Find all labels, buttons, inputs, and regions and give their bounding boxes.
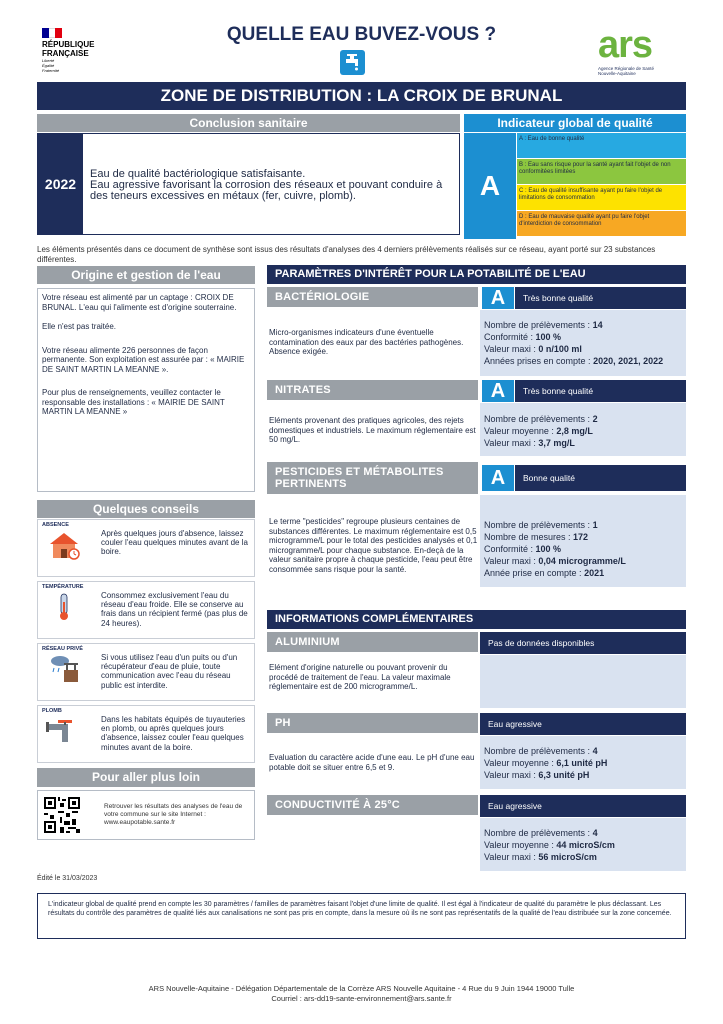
stat-value: 2020, 2021, 2022 [593, 356, 664, 366]
qr-code-icon [42, 795, 82, 835]
stat-row [484, 519, 682, 531]
param-bacteriologie-desc: Micro-organismes indicateurs d'une éventuelle contamination des eaux par des bactéries pathogènes. Absence exigée. [269, 328, 464, 356]
stat-row [484, 531, 682, 543]
param-nitrates-desc: Eléments provenant des pratiques agricoles, des rejets domestiques et industriels. Le maximum réglementaire est 50 mg/L. [269, 416, 476, 444]
stat-value: 0,04 microgramme/L [538, 556, 626, 566]
stat-label: Nombre de prélèvements : [484, 828, 593, 838]
further-box [37, 790, 255, 840]
advice-item [37, 705, 255, 763]
rain-well-icon [40, 646, 92, 698]
quality-box [464, 133, 686, 239]
stat-row [484, 355, 682, 367]
param-bacteriologie-stats [480, 310, 686, 376]
stat-row [484, 543, 682, 555]
param-bacteriologie-quality: Très bonne qualité [515, 287, 686, 309]
param-pesticides-grade: A [482, 465, 514, 491]
stat-row [484, 331, 682, 343]
stat-label: Valeur maxi : [484, 556, 539, 566]
stat-label: Valeur maxi : [484, 852, 539, 862]
stat-row [484, 827, 682, 839]
info-ph-title: PH [267, 713, 478, 733]
param-pesticides-quality: Bonne qualité [515, 465, 686, 491]
conclusion-text2: Eau agressive favorisant la corrosion des réseaux et pouvant conduire à des teneurs excessives en métaux (fer, cuivre, plomb). [90, 179, 443, 202]
zone-title: ZONE DE DISTRIBUTION : LA CROIX DE BRUNAL [37, 82, 686, 110]
rf-motto: Liberté Égalité Fraternité [42, 58, 60, 73]
param-bacteriologie-grade: A [482, 287, 514, 309]
params-header: PARAMÈTRES D'INTÉRÊT POUR LA POTABILITÉ DE L'EAU [267, 265, 686, 284]
advice-header: Quelques conseils [37, 500, 255, 518]
advice-item [37, 643, 255, 701]
conclusion-text1: Eau de qualité bactériologique satisfaisante. [90, 168, 306, 180]
advice-text: Consommez exclusivement l'eau du réseau d'eau froide. Elle se conserve au frais dans un récipient fermé (pas plus de 24 heures). [101, 591, 248, 628]
info-ph-desc: Evaluation du caractère acide d'une eau. Le pH d'une eau potable doit se situer entre 6,5 et 9. [269, 753, 475, 772]
conclusion-year: 2022 [38, 134, 83, 234]
stat-label: Conformité : [484, 332, 536, 342]
ars-sub2: Nouvelle-Aquitaine [598, 71, 636, 76]
info-ph-status: Eau agressive [480, 713, 686, 735]
origin-p3: Votre réseau alimente 226 personnes de façon permanente. Son exploitation est assurée par : « MAIRIE DE SAINT MARTIN LA MEANNE ». [42, 345, 245, 374]
stat-row [484, 839, 682, 851]
stat-value: 0 n/100 ml [538, 344, 582, 354]
origin-box [37, 288, 255, 492]
info-conductivite-status: Eau agressive [480, 795, 686, 817]
rf-line1: RÉPUBLIQUE [42, 40, 95, 49]
house-clock-icon [40, 522, 92, 574]
param-pesticides-desc: Le terme "pesticides" regroupe plusieurs centaines de substances différentes. Le maximum réglementaire est 0,5 microgramme/L pour le total des pesticides analysés et 0,1 microgramme/L pour chaque substance. En-deçà de la valeur sanitaire propre à chaque pesticide, l'eau peut être consommée sans risque pour la santé. [269, 517, 478, 574]
info-conductivite-title: CONDUCTIVITÉ À 25°C [267, 795, 478, 815]
advice-label: PLOMB [42, 708, 62, 714]
stat-value: 2,8 mg/L [556, 426, 593, 436]
stat-row [484, 745, 682, 757]
thermometer-icon [40, 584, 92, 636]
page-title: QUELLE EAU BUVEZ-VOUS ? [226, 24, 497, 45]
advice-label: ABSENCE [42, 522, 69, 528]
stat-row [484, 413, 682, 425]
origin-header: Origine et gestion de l'eau [37, 266, 255, 284]
stat-value: 2 [592, 414, 598, 424]
stat-row [484, 319, 682, 331]
note-text: L'indicateur global de qualité prend en compte les 30 paramètres / familles de paramètres faisant l'objet d'une limite de qualité. Il est égal à l'indicateur de qualité du paramètre le plus déclassant. Les résultats du contrôle des paramètres de qualité liés aux canalisations ne sont pas pris en compte, dans la mesure où ils ne sont pas représentatifs de la qualité de l'eau distribuée sur la zone concernée. [48, 901, 672, 917]
stat-label: Valeur maxi : [484, 344, 539, 354]
advice-label: RÉSEAU PRIVÉ [42, 646, 83, 652]
stat-value: 100 % [535, 544, 562, 554]
footer-line2: Courriel : ars-dd19-sante-environnement@ars.sante.fr [271, 994, 452, 1003]
note-box [37, 893, 686, 939]
water-tap-icon [340, 50, 365, 75]
param-nitrates-title: NITRATES [267, 380, 478, 400]
info-ph-stats [480, 736, 686, 789]
info-aluminium-title: ALUMINIUM [267, 632, 478, 652]
stat-label: Nombre de mesures : [484, 532, 574, 542]
stat-label: Nombre de prélèvements : [484, 520, 593, 530]
param-nitrates-quality: Très bonne qualité [515, 380, 686, 402]
stat-value: 3,7 mg/L [538, 438, 575, 448]
stat-value: 4 [592, 828, 598, 838]
quality-level-d: D : Eau de mauvaise qualité ayant pu faire l'objet d'interdiction de consommation [517, 211, 686, 236]
stat-value: 6,1 unité pH [556, 758, 608, 768]
quality-level-a: A : Eau de bonne qualité [517, 133, 686, 158]
quality-grade: A [464, 133, 516, 239]
advice-item [37, 581, 255, 639]
stat-row [484, 425, 682, 437]
advice-text: Après quelques jours d'absence, laissez couler l'eau quelques minutes avant de la boire. [101, 529, 248, 557]
stat-row [484, 851, 682, 863]
advice-text: Si vous utilisez l'eau d'un puits ou d'un récupérateur d'eau de pluie, toute communication avec l'eau du réseau public est interdite. [101, 653, 238, 690]
stat-label: Nombre de prélèvements : [484, 746, 593, 756]
advice-label: TEMPÉRATURE [42, 584, 84, 590]
quality-level-b: B : Eau sans risque pour la santé ayant fait l'objet de non conformitées limitées [517, 159, 686, 184]
ars-logo-text: ars [598, 24, 653, 66]
advice-list [37, 519, 255, 767]
advice-text: Dans les habitats équipés de tuyauteries en plomb, ou après quelques jours d'absence, laissez couler l'eau quelques minutes avant de la boire. [101, 715, 246, 752]
stat-row [484, 757, 682, 769]
stat-value: 14 [592, 320, 603, 330]
origin-p2: Elle n'est pas traitée. [42, 322, 117, 331]
stat-row [484, 437, 682, 449]
stat-value: 56 microS/cm [538, 852, 597, 862]
ars-sub1: Agence Régionale de Santé [598, 66, 655, 71]
info-aluminium-stats [480, 655, 686, 708]
conclusion-header: Conclusion sanitaire [37, 114, 460, 132]
param-nitrates-stats [480, 403, 686, 456]
stat-label: Nombre de prélèvements : [484, 320, 593, 330]
stat-value: 44 microS/cm [556, 840, 615, 850]
edited-date: Édité le 31/03/2023 [37, 875, 98, 882]
ars-logo [598, 26, 688, 76]
stat-label: Nombre de prélèvements : [484, 414, 593, 424]
param-pesticides-title: PESTICIDES ET MÉTABOLITES PERTINENTS [267, 462, 478, 494]
origin-p4: Pour plus de renseignements, veuillez contacter le responsable des installations : « MAIRIE DE SAINT MARTIN LA MEANNE » [42, 388, 225, 416]
stat-row [484, 769, 682, 781]
param-bacteriologie-title: BACTÉRIOLOGIE [267, 287, 478, 307]
stat-label: Valeur maxi : [484, 438, 539, 448]
stat-label: Valeur maxi : [484, 770, 539, 780]
advice-item [37, 519, 255, 577]
stat-value: 6,3 unité pH [538, 770, 590, 780]
origin-p1: Votre réseau est alimenté par un captage : CROIX DE BRUNAL. L'eau qui l'alimente est d'origine souterraine. [42, 293, 237, 312]
stat-label: Année prise en compte : [484, 568, 585, 578]
stat-label: Valeur moyenne : [484, 758, 557, 768]
stat-row [484, 555, 682, 567]
footer-line1: ARS Nouvelle-Aquitaine - Délégation Départementale de la Corrèze ARS Nouvelle Aquitaine - 4 Rue du 9 Juin 1944 19000 Tulle [148, 984, 575, 993]
intro-text: Les éléments présentés dans ce document de synthèse sont issus des résultats d'analyses des 4 derniers prélèvements réalisés sur ce réseau, ayant porté sur 23 substances différentes. [37, 245, 656, 264]
stat-label: Années prises en compte : [484, 356, 594, 366]
info-aluminium-desc: Elément d'origine naturelle ou pouvant provenir du procédé de traitement de l'eau. La valeur maximale réglementaire est de 200 microgramme/L. [269, 663, 451, 691]
stat-label: Valeur moyenne : [484, 426, 557, 436]
info-aluminium-status: Pas de données disponibles [480, 632, 686, 654]
stat-value: 2021 [584, 568, 605, 578]
stat-row [484, 343, 682, 355]
stat-value: 1 [592, 520, 598, 530]
further-text: Retrouver les résultats des analyses de l'eau de votre commune sur le site Internet : www.eaupotable.sante.fr [104, 803, 243, 826]
stat-value: 172 [573, 532, 589, 542]
lead-pipe-icon [40, 708, 92, 760]
param-pesticides-stats [480, 495, 686, 587]
quality-header: Indicateur global de qualité [464, 114, 686, 132]
info-header: INFORMATIONS COMPLÉMENTAIRES [267, 610, 686, 629]
quality-levels [517, 133, 686, 239]
stat-label: Valeur moyenne : [484, 840, 557, 850]
stat-value: 100 % [535, 332, 562, 342]
stat-value: 4 [592, 746, 598, 756]
stat-row [484, 567, 682, 579]
further-header: Pour aller plus loin [37, 768, 255, 787]
info-conductivite-stats [480, 818, 686, 871]
param-nitrates-grade: A [482, 380, 514, 402]
quality-level-c: C : Eau de qualité insuffisante ayant pu faire l'objet de limitations de consommation [517, 185, 686, 210]
rf-line2: FRANÇAISE [42, 49, 89, 58]
conclusion-box [37, 133, 460, 235]
stat-label: Conformité : [484, 544, 536, 554]
